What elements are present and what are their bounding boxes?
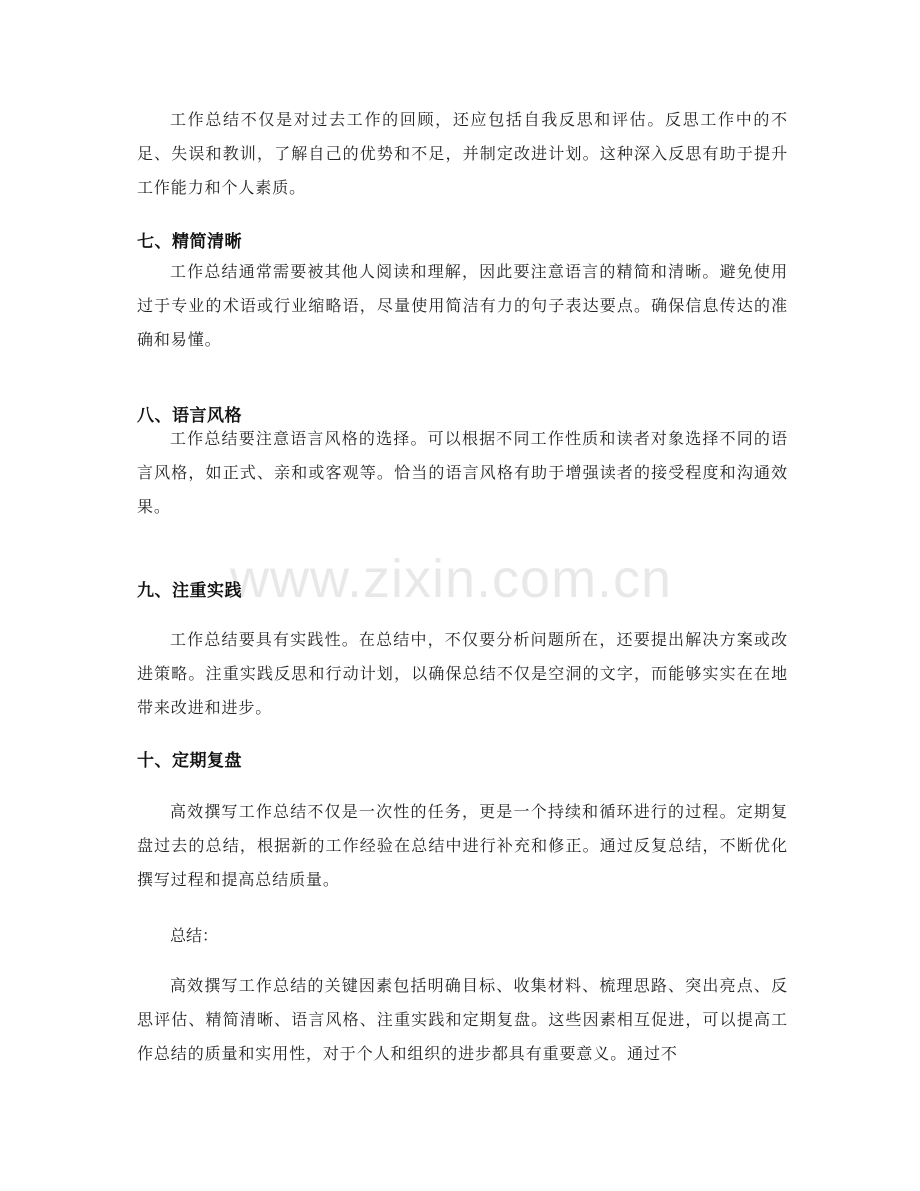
paragraph-review: 高效撰写工作总结不仅是一次性的任务，更是一个持续和循环进行的过程。定期复盘过去的总结，根据新的工作经验在总结中进行补充和修正。通过反复总结，不断优化撰写过程和提高总结质量。 [137,802,788,889]
section-heading-8: 八、语言风格 [137,406,242,426]
watermark: www.zixin.com.cn [230,549,673,609]
paragraph-language-style: 工作总结要注意语言风格的选择。可以根据不同工作性质和读者对象选择不同的语言风格，如正式、亲和或客观等。恰当的语言风格有助于增强读者的接受程度和沟通效果。 [137,429,788,516]
paragraph-concise: 工作总结通常需要被其他人阅读和理解，因此要注意语言的精简和清晰。避免使用过于专业的术语或行业缩略语，尽量使用简洁有力的句子表达要点。确保信息传达的准确和易懂。 [137,262,788,349]
summary-label: 总结： [170,926,219,945]
paragraph-reflection: 工作总结不仅是对过去工作的回顾，还应包括自我反思和评估。反思工作中的不足、失误和教训，了解自己的优势和不足，并制定改进计划。这种深入反思有助于提升工作能力和个人素质。 [137,110,788,197]
section-heading-9: 九、注重实践 [137,581,242,601]
section-heading-10: 十、定期复盘 [137,751,242,771]
section-heading-7: 七、精简清晰 [137,232,242,252]
paragraph-practice: 工作总结要具有实践性。在总结中，不仅要分析问题所在，还要提出解决方案或改进策略。注重实践反思和行动计划，以确保总结不仅是空洞的文字，而能够实实在在地带来改进和进步。 [137,630,788,717]
paragraph-summary: 高效撰写工作总结的关键因素包括明确目标、收集材料、梳理思路、突出亮点、反思评估、精简清晰、语言风格、注重实践和定期复盘。这些因素相互促进，可以提高工作总结的质量和实用性，对于个人和组织的进步都具有重要意义。通过不 [137,976,788,1063]
